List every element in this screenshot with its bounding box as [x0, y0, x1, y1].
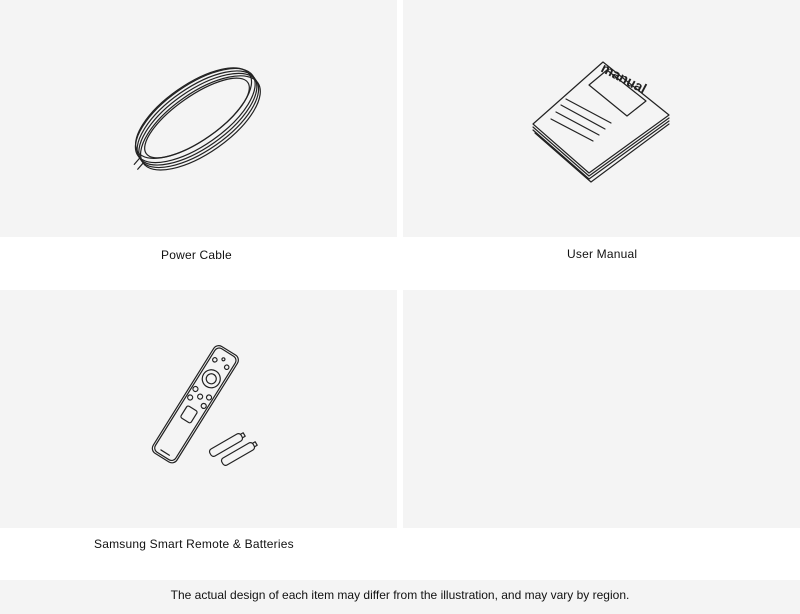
manual-cover-text: manual: [598, 59, 650, 97]
remote-batteries-label: Samsung Smart Remote & Batteries: [94, 537, 294, 551]
remote-batteries-icon: [0, 290, 397, 528]
empty-tile: [403, 290, 800, 528]
disclaimer-text: The actual design of each item may differ from the illustration, and may vary by region.: [170, 588, 630, 602]
user-manual-label: User Manual: [567, 247, 638, 261]
power-cable-icon: [0, 0, 397, 237]
power-cable-tile: [0, 0, 397, 237]
user-manual-tile: [403, 0, 800, 237]
manual-icon: [403, 0, 800, 237]
remote-tile: [0, 290, 397, 528]
power-cable-label: Power Cable: [161, 248, 232, 262]
